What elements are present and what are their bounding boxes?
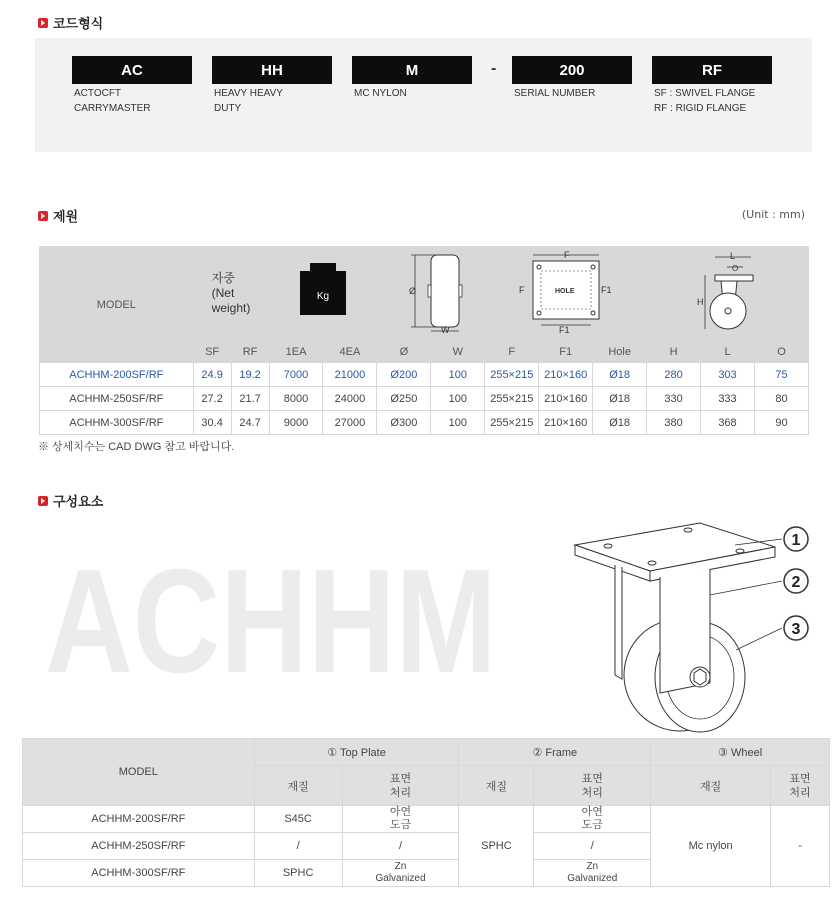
code-desc: SF : SWIVEL FLANGE RF : RIGID FLANGE xyxy=(654,88,756,114)
code-desc: MC NYLON xyxy=(354,88,407,99)
weight-diagram xyxy=(269,247,377,341)
spec-cell: 255×215 xyxy=(485,411,539,435)
wheel-dimension-icon xyxy=(391,249,471,335)
spec-row xyxy=(40,387,809,411)
code-item-hh xyxy=(212,56,332,116)
spec-cell: 7000 xyxy=(269,363,323,387)
o-label: O xyxy=(731,264,738,273)
section-title-spec xyxy=(38,206,78,225)
spec-cell: 368 xyxy=(701,411,755,435)
section-title-spec-text: 제원 xyxy=(53,210,79,225)
spec-cell: 9000 xyxy=(269,411,323,435)
top-plate-surface: / xyxy=(342,833,459,860)
code-item-ac xyxy=(72,56,192,116)
weight-icon xyxy=(288,261,358,323)
cad-note: ※ 상세치수는 CAD DWG 참고 바랍니다. xyxy=(38,441,235,453)
material-header: 재질 xyxy=(254,766,342,806)
spec-cell: 303 xyxy=(701,363,755,387)
code-block: AC xyxy=(72,56,192,84)
weight-header: 자중 (Net weight) xyxy=(193,247,269,341)
sub-header: Ø xyxy=(377,341,431,363)
bullet-icon xyxy=(38,18,48,28)
spec-cell: 75 xyxy=(754,363,808,387)
spec-row xyxy=(40,411,809,435)
f-label-top: F xyxy=(563,250,570,260)
section-title-components xyxy=(38,491,103,510)
sub-header: 1EA xyxy=(269,341,323,363)
top-plate-surface: Zn Galvanized xyxy=(342,860,459,887)
spec-cell: Ø18 xyxy=(593,411,647,435)
f1-label-bottom: F1 xyxy=(558,325,570,335)
spec-cell: 100 xyxy=(431,363,485,387)
material-header: 재질 xyxy=(651,766,771,806)
sub-header: L xyxy=(701,341,755,363)
section-title-components-text: 구성요소 xyxy=(53,495,104,510)
spec-cell: 24000 xyxy=(323,387,377,411)
spec-cell: 80 xyxy=(754,387,808,411)
surface-header: 표면 처리 xyxy=(342,766,459,806)
code-desc: ACTOCFT CARRYMASTER xyxy=(74,88,151,114)
section-title-code-text: 코드형식 xyxy=(53,17,104,32)
sub-header: RF xyxy=(231,341,269,363)
spec-cell: 333 xyxy=(701,387,755,411)
spec-cell: Ø18 xyxy=(593,363,647,387)
spec-cell: 30.4 xyxy=(193,411,231,435)
sub-header: F1 xyxy=(539,341,593,363)
spec-cell: 255×215 xyxy=(485,363,539,387)
sub-header: W xyxy=(431,341,485,363)
spec-cell: 380 xyxy=(647,411,701,435)
bullet-icon xyxy=(38,496,48,506)
spec-cell: 100 xyxy=(431,387,485,411)
code-dash: - xyxy=(491,62,497,77)
comp-model: ACHHM-300SF/RF xyxy=(23,860,255,887)
spec-body xyxy=(40,363,809,435)
code-item-rf xyxy=(652,56,772,116)
sub-header: O xyxy=(754,341,808,363)
comp-model: ACHHM-250SF/RF xyxy=(23,833,255,860)
frame-surface: Zn Galvanized xyxy=(534,860,651,887)
spec-cell: Ø200 xyxy=(377,363,431,387)
model-header: MODEL xyxy=(40,247,194,363)
top-plate-surface: 아연 도금 xyxy=(342,806,459,833)
code-block: M xyxy=(352,56,472,84)
spec-cell: 21.7 xyxy=(231,387,269,411)
code-format-box xyxy=(35,38,812,152)
caster-dimension-icon xyxy=(673,249,783,335)
spec-model-cell: ACHHM-200SF/RF xyxy=(40,363,194,387)
f-label-side: F xyxy=(518,285,525,295)
f1-label-side: F1 xyxy=(600,285,612,295)
top-plate-material: S45C xyxy=(254,806,342,833)
wheel-side-diagram xyxy=(377,247,485,341)
code-item-m xyxy=(352,56,472,101)
spec-cell: 100 xyxy=(431,411,485,435)
spec-cell: 24.7 xyxy=(231,411,269,435)
comp-model-header: MODEL xyxy=(23,739,255,806)
surface-header: 표면 처리 xyxy=(534,766,651,806)
spec-cell: 19.2 xyxy=(231,363,269,387)
sub-header: F xyxy=(485,341,539,363)
spec-row xyxy=(40,363,809,387)
callout-1-label: 1 xyxy=(791,532,801,549)
spec-cell: Ø250 xyxy=(377,387,431,411)
material-header: 재질 xyxy=(459,766,534,806)
plate-dimension-icon xyxy=(511,249,621,335)
spec-cell: 255×215 xyxy=(485,387,539,411)
spec-model-cell: ACHHM-250SF/RF xyxy=(40,387,194,411)
spec-cell: 21000 xyxy=(323,363,377,387)
code-block: 200 xyxy=(512,56,632,84)
bullet-icon xyxy=(38,211,48,221)
watermark-text: ACHHM xyxy=(45,539,497,704)
callout-2-label: 2 xyxy=(791,574,801,591)
sub-header: 4EA xyxy=(323,341,377,363)
wheel-material: Mc nylon xyxy=(651,806,771,887)
code-item-serial xyxy=(512,56,632,101)
sub-header: SF xyxy=(193,341,231,363)
kg-label: Kg xyxy=(316,291,330,302)
components-table xyxy=(22,738,830,887)
group-top-plate: ① Top Plate xyxy=(254,739,459,766)
spec-cell: 90 xyxy=(754,411,808,435)
surface-header: 표면 처리 xyxy=(771,766,830,806)
spec-cell: Ø18 xyxy=(593,387,647,411)
callout-3-label: 3 xyxy=(791,621,801,638)
spec-cell: 27.2 xyxy=(193,387,231,411)
group-frame: ② Frame xyxy=(459,739,651,766)
section-title-code xyxy=(38,13,103,32)
unit-label: (Unit : mm) xyxy=(741,208,805,221)
spec-cell: 280 xyxy=(647,363,701,387)
frame-surface: 아연 도금 xyxy=(534,806,651,833)
spec-table xyxy=(39,246,809,435)
phi-label: Ø xyxy=(408,286,416,296)
code-desc: HEAVY HEAVY DUTY xyxy=(214,88,283,114)
group-wheel: ③ Wheel xyxy=(651,739,830,766)
caster-diagram xyxy=(647,247,809,341)
caster-illustration xyxy=(560,515,820,735)
top-plate-material: / xyxy=(254,833,342,860)
plate-diagram xyxy=(485,247,647,341)
code-desc: SERIAL NUMBER xyxy=(514,88,596,99)
sub-header: Hole xyxy=(593,341,647,363)
hole-label: HOLE xyxy=(554,288,575,295)
wheel-surface: - xyxy=(771,806,830,887)
l-label: L xyxy=(729,251,735,261)
spec-cell: 330 xyxy=(647,387,701,411)
frame-surface: / xyxy=(534,833,651,860)
top-plate-material: SPHC xyxy=(254,860,342,887)
spec-cell: 27000 xyxy=(323,411,377,435)
w-label: W xyxy=(440,325,450,335)
code-block: RF xyxy=(652,56,772,84)
sub-header: H xyxy=(647,341,701,363)
spec-cell: 210×160 xyxy=(539,387,593,411)
comp-model: ACHHM-200SF/RF xyxy=(23,806,255,833)
spec-cell: Ø300 xyxy=(377,411,431,435)
spec-model-cell: ACHHM-300SF/RF xyxy=(40,411,194,435)
spec-cell: 210×160 xyxy=(539,411,593,435)
spec-cell: 24.9 xyxy=(193,363,231,387)
code-block: HH xyxy=(212,56,332,84)
frame-material: SPHC xyxy=(459,806,534,887)
spec-cell: 210×160 xyxy=(539,363,593,387)
spec-cell: 8000 xyxy=(269,387,323,411)
h-label: H xyxy=(696,297,704,307)
